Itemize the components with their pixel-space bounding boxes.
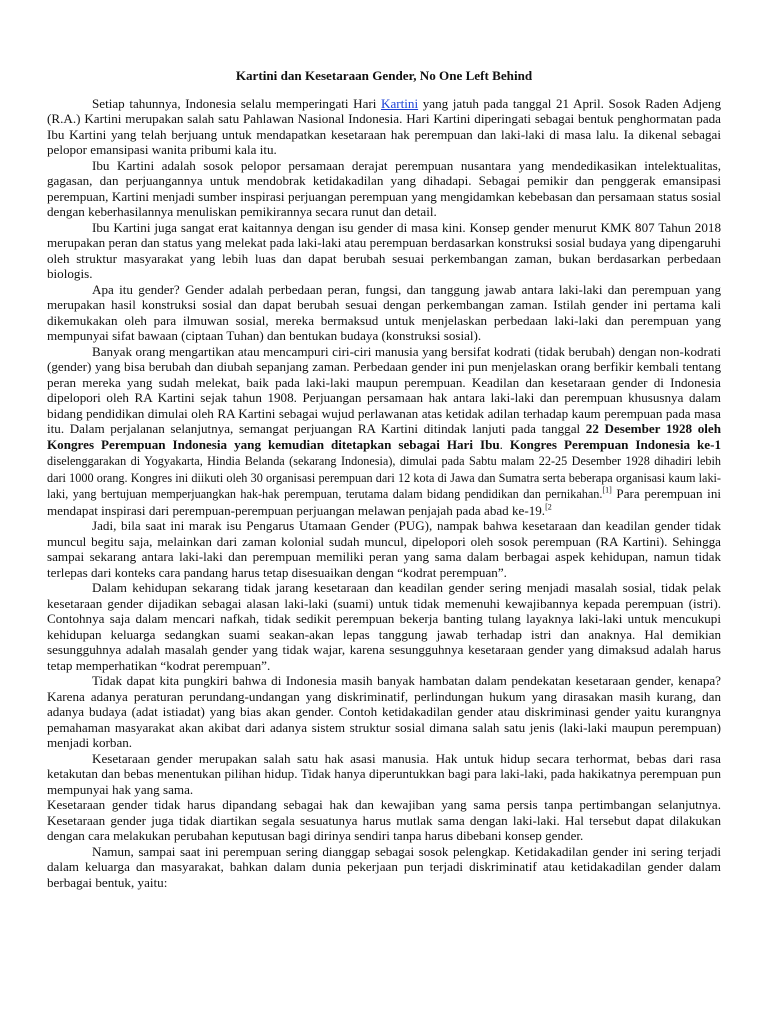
document-page [47,68,721,890]
paragraph-6: Jadi, bila saat ini marak isu Pengarus Utamaan Gender (PUG), nampak bahwa kesetaraan dan keadilan gender tidak muncul begitu saja, melainkan dari zaman kolonial sudah muncul, dipelopori oleh sosok perempuan (RA Kartini). Sehingga sampai sekarang antara laki-laki dan perempuan memiliki peran yang sama dalam berbagai aspek kehidupan, namun tidak terlepas dari konteks cara pandang harus tetap disesuaikan dengan “kodrat perempuan”. [47,518,721,580]
kongres-bold-text: Kongres Perempuan Indonesia ke-1 [509,436,721,452]
footnote-ref-1[interactable]: [1] [602,485,612,495]
paragraph-8: Tidak dapat kita pungkiri bahwa di Indonesia masih banyak hambatan dalam pendekatan kesetaraan gender, kenapa? Karena adanya peraturan perundang-undangan yang diskriminatif, perlindungan hukum yang dirasakan masih kurang, dan adanya budaya (adat istiadat) yang bias akan gender. Contoh ketidakadilan gender atau diskriminasi gender yaitu kurangnya pemahaman masyarakat akan akibat dari adanya sistem struktur sosial dimana salah satu jenis (laki-laki maupun perempuan) menjadi korban. [47,673,721,750]
document-title: Kartini dan Kesetaraan Gender, No One Left Behind [235,68,533,83]
paragraph-1 [47,96,721,158]
paragraph-7: Dalam kehidupan sekarang tidak jarang kesetaraan dan keadilan gender sering menjadi masalah sosial, tidak pelak kesetaraan gender dijadikan sebagai alasan laki-laki (suami) untuk tidak memenuhi kewajibannya kepada perempuan (istri). Contohnya saja dalam mencari nafkah, tidak sedikit perempuan bekerja banting tulang layaknya laki-laki untuk mencukupi kehidupan keluarga sedangkan suami seakan-akan lepas tanggung jawab terhadap istri dan anaknya. Hal demikian sesungguhnya adalah masalah gender yang tidak wajar, karena sesungguhnya kesetaraan gender yang dimaksud adalah harus tetap memperhatikan “kodrat perempuan”. [47,580,721,673]
paragraph-5 [47,344,721,519]
paragraph-10: Kesetaraan gender tidak harus dipandang sebagai hak dan kewajiban yang sama persis tanpa pertimbangan selanjutnya. Kesetaraan gender juga tidak diartikan segala sesuatunya harus mutlak sama dengan laki-laki. Hal tersebut dapat dilakukan dengan cara melakukan perubahan keputusan bagi dirinya sendiri tanpa harus dibebani konsep gender. [47,797,721,843]
footnote-ref-2[interactable]: [2 [545,502,552,512]
paragraph-2: Ibu Kartini adalah sosok pelopor persamaan derajat perempuan nusantara yang mendedikasikan intelektualitas, gagasan, dan perjuangannya untuk mendobrak ketidakadilan yang dihadapi. Sebagai pemikir dan penggerak emansipasi perempuan, Kartini menjadi sumber inspirasi perjuangan perempuan yang mengidamkan kebebasan dan persamaan status sosial dengan keberhasilannya menuliskan pemikirannya secara runut dan detail. [47,157,721,219]
kartini-link[interactable]: Kartini [381,95,419,111]
paragraph-3: Ibu Kartini juga sangat erat kaitannya dengan isu gender di masa kini. Konsep gender menurut KMK 807 Tahun 2018 merupakan peran dan status yang melekat pada laki-laki atau perempuan berdasarkan konstruksi sosial budaya yang dipengaruhi oleh struktur masyarakat yang lebih luas dan dapat berubah sesuai perkembangan zaman, bukan berdasarkan perbedaan biologis. [47,219,721,281]
paragraph-5-text-b: . [499,436,510,452]
paragraph-5-text-d: Para perempuan ini mendapat inspirasi dari perempuan-perempuan perjuangan melawan penjajah pada abad ke-19. [47,486,721,518]
hari-ibu-bold-text: 22 Desember 1928 oleh Kongres Perempuan Indonesia yang kemudian ditetapkan sebagai Hari Ibu [47,421,721,452]
paragraph-1-text-a: Setiap tahunnya, Indonesia selalu memperingati Hari [92,95,382,111]
paragraph-9: Kesetaraan gender merupakan salah satu hak asasi manusia. Hak untuk hidup secara terhormat, bebas dari rasa ketakutan dan bebas menentukan pilihan hidup. Tidak hanya diperuntukkan bagi para laki-laki, pada hakikatnya perempuan pun mempunyai hak yang sama. [47,750,721,797]
paragraph-5-text-c: diselenggarakan di Yogyakarta, Hindia Belanda (sekarang Indonesia), dimulai pada Sabtu malam 22-25 Desember 1928 dihadiri lebih dari 1000 orang. Kongres ini diikuti oleh 30 organisasi perempuan dari 12 kota di Jawa dan Sumatra serta beberapa organisasi kaum laki-laki, yang bertujuan memperjuangkan hak-hak perempuan, terutama dalam bidang pendidikan dan pernikahan. [47,454,721,501]
paragraph-4: Apa itu gender? Gender adalah perbedaan peran, fungsi, dan tanggung jawab antara laki-laki dan perempuan yang merupakan hasil konstruksi sosial dan dapat berubah sesuai dengan perkembangan zaman. Istilah gender ini pertama kali dikemukakan oleh para ilmuwan sosial, mereka bermaksud untuk menjelaskan perbedaan laki-laki dan perempuan yang mempunyai sifat bawaan (ciptaan Tuhan) dan bentukan budaya (konstruksi sosial). [47,281,721,343]
paragraph-5-text-a: Banyak orang mengartikan atau mencampuri ciri-ciri manusia yang bersifat kodrati (tidak berubah) dengan non-kodrati (gender) yang bisa berubah dan diubah sepanjang zaman. Perbedaan gender ini pun menjelaskan orang berfikir kembali tentang peran mereka yang sudah melekat, baik pada laki-laki maupun perempuan. Keadilan dan kesetaraan gender di Indonesia dipelopori oleh RA Kartini sejak tahun 1908. Perjuangan persamaan hak antara laki-laki dan perempuan khususnya dalam bidang pendidikan dimulai oleh RA Kartini sebagai wujud perlawanan atas ketidak adilan terhadap kaum perempuan pada masa itu. Dalam perjalanan selanjutnya, semangat perjuangan RA Kartini ditindak lanjuti pada tanggal [47,343,721,436]
paragraph-1-text-b: yang jatuh pada tanggal 21 April. Sosok Raden Adjeng (R.A.) Kartini merupakan salah satu Pahlawan Nasional Indonesia. Hari Kartini diperingati sebagai bentuk penghormatan pada Ibu Kartini yang telah berjuang untuk mendapatkan kesetaraan hak perempuan dan laki-laki di masa lalu. Ia dikenal sebagai pelopor emansipasi wanita pribumi kala itu. [47,95,721,157]
paragraph-11: Namun, sampai saat ini perempuan sering dianggap sebagai sosok pelengkap. Ketidakadilan gender ini sering terjadi dalam keluarga dan masyarakat, bahkan dalam dunia pekerjaan pun terjadi diskriminatif atau ketidakadilan gender dalam berbagai bentuk, yaitu: [47,843,721,890]
